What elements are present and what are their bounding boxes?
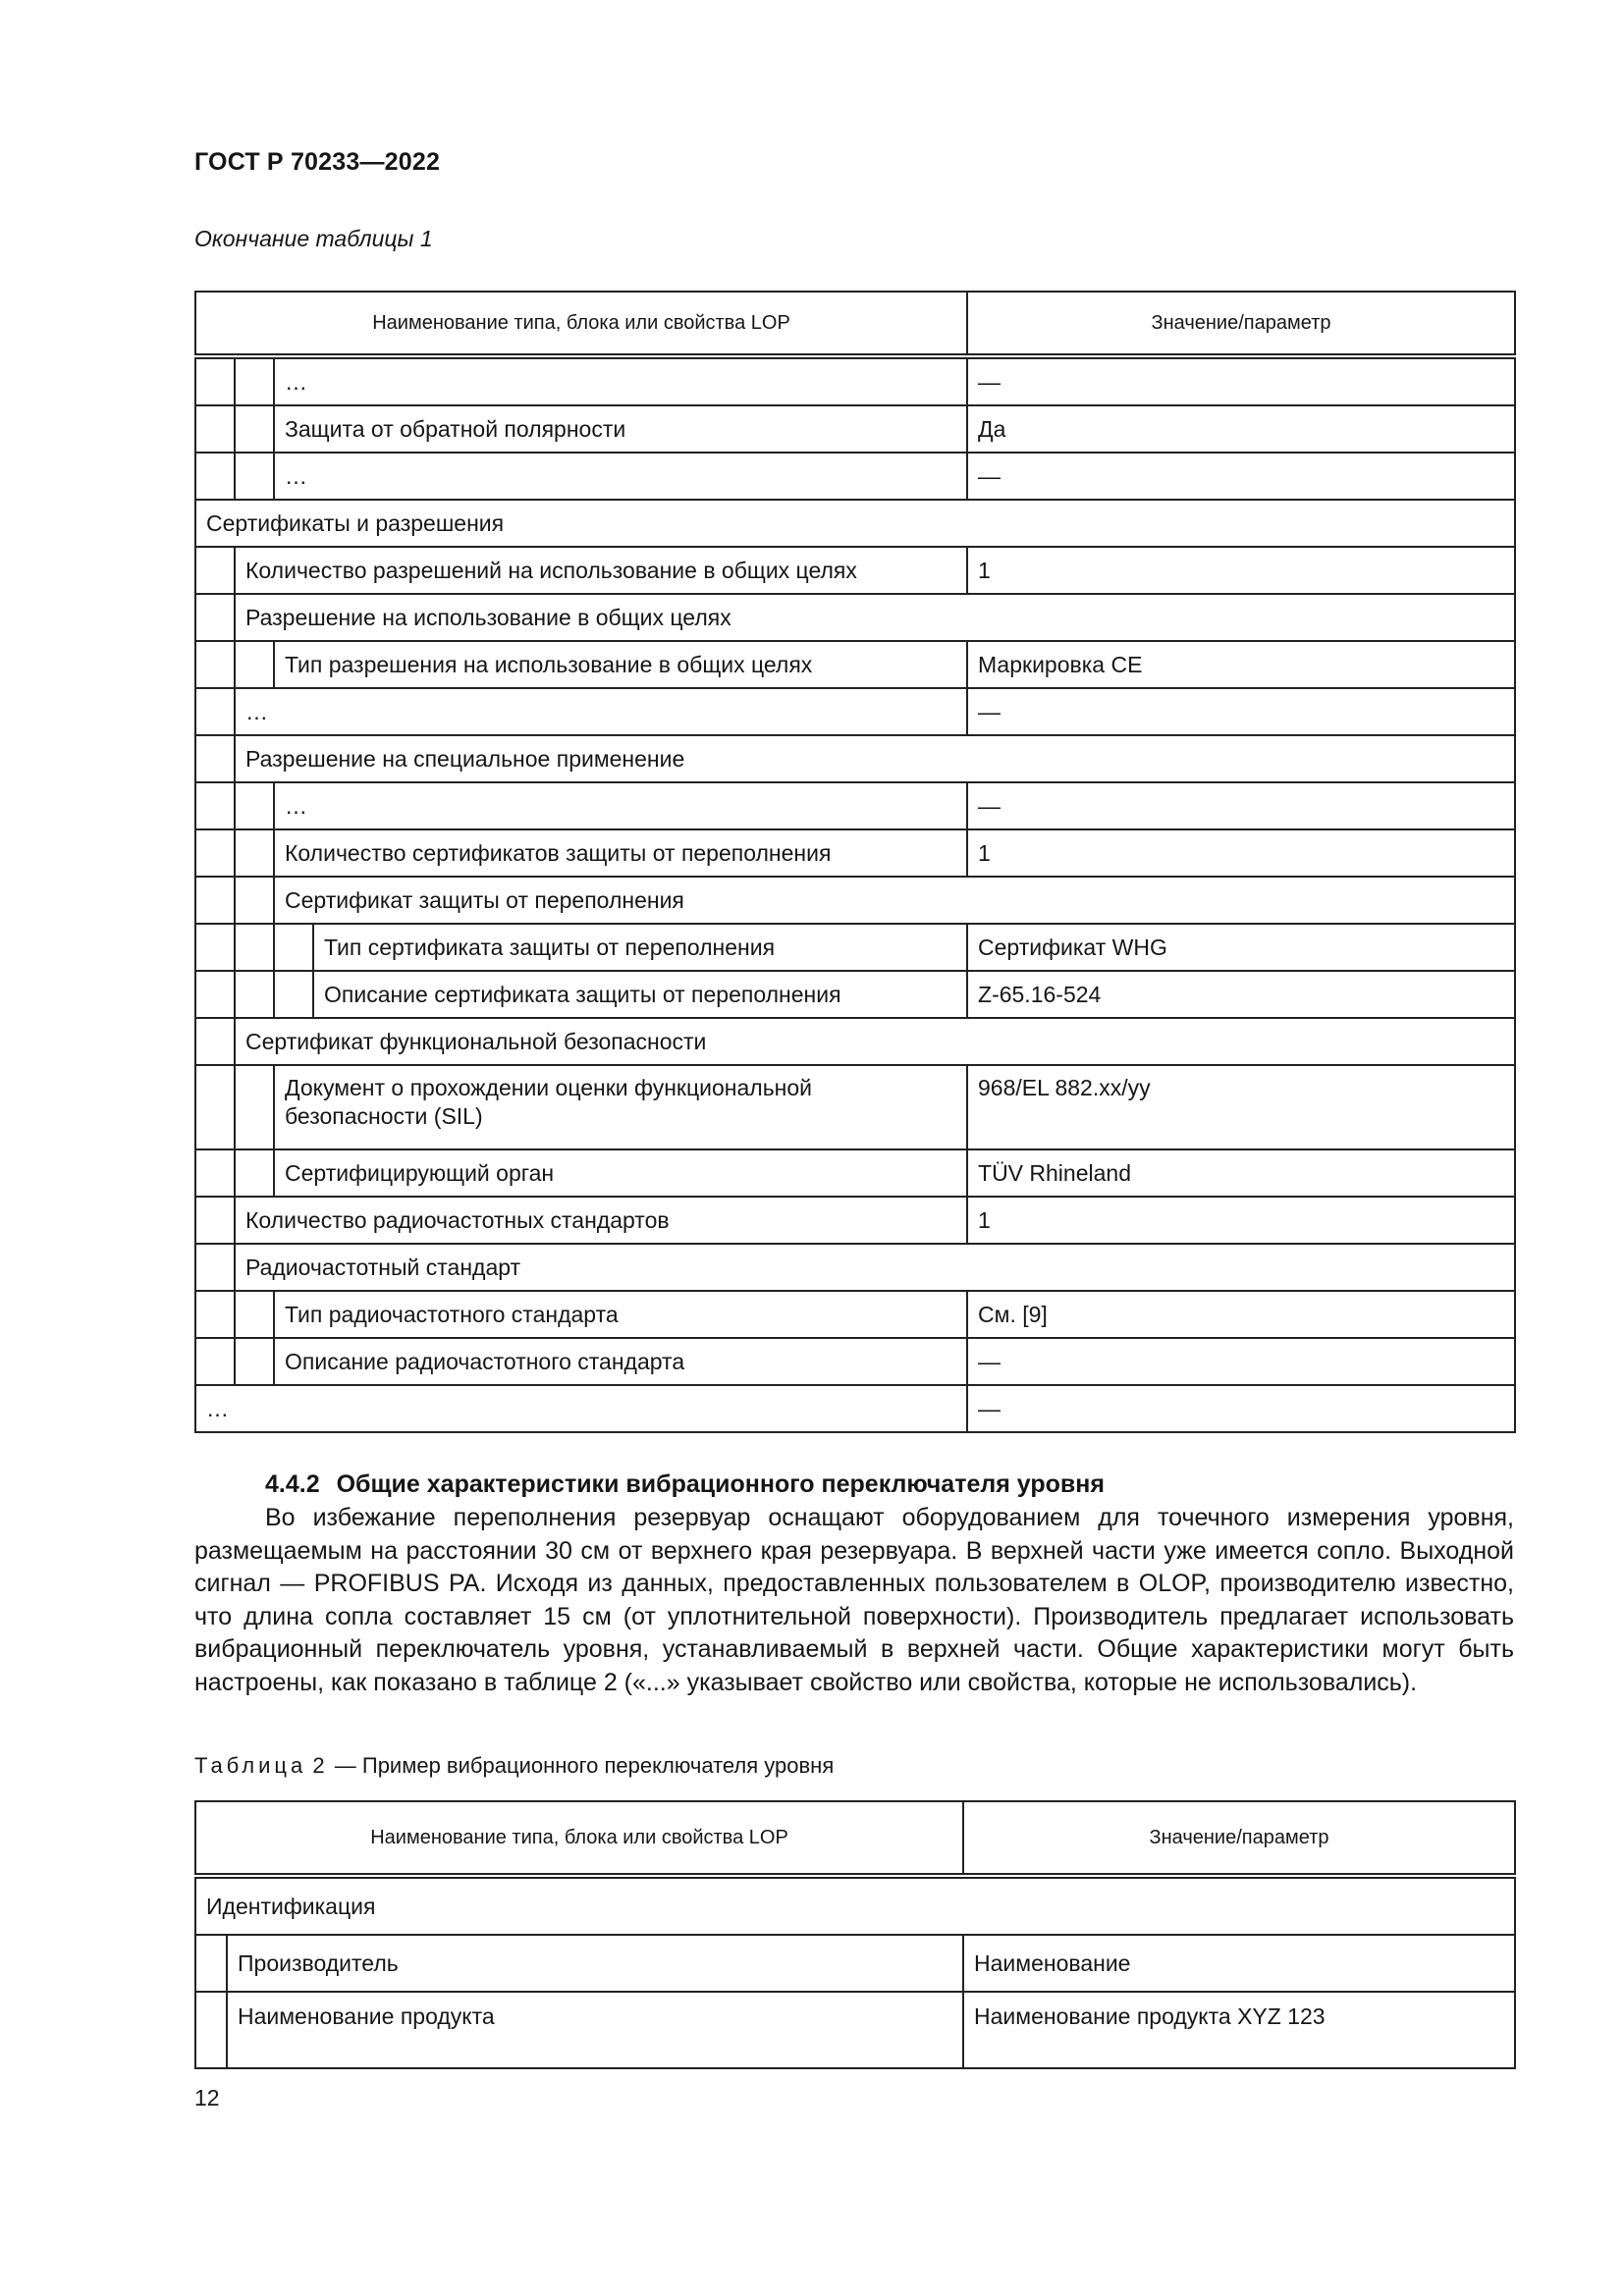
row-name: Количество сертификатов защиты от переполнения <box>274 829 967 877</box>
clause-heading <box>265 1470 1105 1499</box>
indent-cell <box>235 453 274 500</box>
indent-cell <box>235 971 274 1018</box>
indent-cell <box>195 405 235 453</box>
table-group-row <box>195 1244 1515 1291</box>
row-value: Да <box>967 405 1515 453</box>
row-name: Разрешение на специальное применение <box>235 735 1515 782</box>
row-name: Производитель <box>227 1935 963 1992</box>
column-header-name: Наименование типа, блока или свойства LOP <box>195 1801 963 1876</box>
table-row <box>195 1992 1515 2068</box>
table-1 <box>194 291 1516 1433</box>
indent-cell <box>274 971 313 1018</box>
row-name: Наименование продукта <box>227 1992 963 2068</box>
row-name: … <box>274 782 967 829</box>
row-value: 968/EL 882.xx/yy <box>967 1065 1515 1149</box>
table-group-row <box>195 500 1515 547</box>
row-name: Описание сертификата защиты от переполнения <box>313 971 967 1018</box>
table-group-row <box>195 594 1515 641</box>
table-group-row <box>195 735 1515 782</box>
indent-cell <box>235 829 274 877</box>
indent-cell <box>195 735 235 782</box>
page-number: 12 <box>194 2085 220 2110</box>
table-row <box>195 971 1515 1018</box>
column-header-value: Значение/параметр <box>967 292 1515 356</box>
row-name: Идентификация <box>195 1876 1515 1935</box>
indent-cell <box>235 924 274 971</box>
indent-cell <box>195 877 235 924</box>
row-name: Защита от обратной полярности <box>274 405 967 453</box>
indent-cell <box>235 1149 274 1197</box>
table-2 <box>194 1800 1516 2069</box>
table-2-caption-label: Таблица <box>194 1753 307 1778</box>
indent-cell <box>195 356 235 405</box>
table-group-row <box>195 1018 1515 1065</box>
table-row <box>195 924 1515 971</box>
table-group-row <box>195 1876 1515 1935</box>
indent-cell <box>195 1244 235 1291</box>
table-row <box>195 1149 1515 1197</box>
column-header-name: Наименование типа, блока или свойства LOP <box>195 292 967 356</box>
clause-title: Общие характеристики вибрационного переключателя уровня <box>336 1470 1105 1498</box>
table-2-caption <box>194 1753 834 1779</box>
table-row <box>195 1385 1515 1432</box>
row-name: … <box>274 453 967 500</box>
indent-cell <box>235 641 274 688</box>
row-name: Тип сертификата защиты от переполнения <box>313 924 967 971</box>
indent-cell <box>195 1018 235 1065</box>
row-name: Количество разрешений на использование в общих целях <box>235 547 967 594</box>
indent-cell <box>195 1338 235 1385</box>
row-name: Радиочастотный стандарт <box>235 1244 1515 1291</box>
row-value: Маркировка CE <box>967 641 1515 688</box>
row-name: Документ о прохождении оценки функциональной безопасности (SIL) <box>274 1065 967 1149</box>
table-1-continuation-caption: Окончание таблицы 1 <box>194 226 433 251</box>
indent-cell <box>195 782 235 829</box>
indent-cell <box>235 1338 274 1385</box>
indent-cell <box>195 1935 227 1992</box>
table-row <box>195 1338 1515 1385</box>
row-name: Количество радиочастотных стандартов <box>235 1197 967 1244</box>
indent-cell <box>274 924 313 971</box>
table-header-row <box>195 1801 1515 1876</box>
table-row <box>195 641 1515 688</box>
table-row <box>195 829 1515 877</box>
row-value: Сертификат WHG <box>967 924 1515 971</box>
table-row <box>195 688 1515 735</box>
row-name: Сертификат защиты от переполнения <box>274 877 1515 924</box>
row-name: Тип радиочастотного стандарта <box>274 1291 967 1338</box>
indent-cell <box>195 971 235 1018</box>
indent-cell <box>235 1065 274 1149</box>
row-name: Сертификат функциональной безопасности <box>235 1018 1515 1065</box>
indent-cell <box>235 1291 274 1338</box>
table-2-caption-title: — Пример вибрационного переключателя уровня <box>334 1753 835 1778</box>
row-name: Разрешение на использование в общих целях <box>235 594 1515 641</box>
row-name: … <box>195 1385 967 1432</box>
indent-cell <box>195 453 235 500</box>
indent-cell <box>235 782 274 829</box>
row-name: Сертификаты и разрешения <box>195 500 1515 547</box>
row-value: 1 <box>967 1197 1515 1244</box>
indent-cell <box>195 1065 235 1149</box>
row-value: Наименование <box>963 1935 1515 1992</box>
table-group-row <box>195 877 1515 924</box>
table-header-row <box>195 292 1515 356</box>
indent-cell <box>195 1149 235 1197</box>
table-row <box>195 356 1515 405</box>
indent-cell <box>195 1291 235 1338</box>
table-row <box>195 1935 1515 1992</box>
indent-cell <box>195 924 235 971</box>
table-row <box>195 782 1515 829</box>
row-value: См. [9] <box>967 1291 1515 1338</box>
row-value: — <box>967 1338 1515 1385</box>
indent-cell <box>195 688 235 735</box>
table-row <box>195 1065 1515 1149</box>
row-value: — <box>967 453 1515 500</box>
row-value: 1 <box>967 829 1515 877</box>
table-row <box>195 453 1515 500</box>
row-value: — <box>967 782 1515 829</box>
indent-cell <box>195 1992 227 2068</box>
table-row <box>195 405 1515 453</box>
indent-cell <box>195 829 235 877</box>
row-value: Z-65.16-524 <box>967 971 1515 1018</box>
row-name: Сертифицирующий орган <box>274 1149 967 1197</box>
table-row <box>195 1291 1515 1338</box>
indent-cell <box>195 594 235 641</box>
row-name: Тип разрешения на использование в общих целях <box>274 641 967 688</box>
indent-cell <box>235 405 274 453</box>
column-header-value: Значение/параметр <box>963 1801 1515 1876</box>
row-value: Наименование продукта XYZ 123 <box>963 1992 1515 2068</box>
indent-cell <box>235 356 274 405</box>
row-value: — <box>967 688 1515 735</box>
row-value: — <box>967 1385 1515 1432</box>
clause-paragraph: Во избежание переполнения резервуар оснащают оборудованием для точечного измерения уровня, размещаемым на расстоянии 30 см от верхнего края резервуара. В верхней части уже имеется сопло. Выходной сигнал — PROFIBUS PA. Исходя из данных, предоставленных пользователем в OLOP, производителю известно, что длина сопла составляет 15 см (от уплотнительной поверхности). Производитель предлагает использовать вибрационный переключатель уровня, устанавливаемый в верхней части. Общие характеристики могут быть настроены, как показано в таблице 2 («...» указывает свойство или свойства, которые не использовались). <box>194 1504 1514 1696</box>
indent-cell <box>195 641 235 688</box>
clause-number: 4.4.2 <box>265 1470 320 1498</box>
indent-cell <box>235 877 274 924</box>
row-value: — <box>967 356 1515 405</box>
indent-cell <box>195 1197 235 1244</box>
indent-cell <box>195 547 235 594</box>
row-name: Описание радиочастотного стандарта <box>274 1338 967 1385</box>
table-2-caption-number: 2 <box>312 1753 329 1778</box>
row-value: TÜV Rhineland <box>967 1149 1515 1197</box>
row-value: 1 <box>967 547 1515 594</box>
row-name: … <box>235 688 967 735</box>
document-code: ГОСТ Р 70233—2022 <box>194 148 441 176</box>
row-name: … <box>274 356 967 405</box>
table-row <box>195 547 1515 594</box>
table-row <box>195 1197 1515 1244</box>
